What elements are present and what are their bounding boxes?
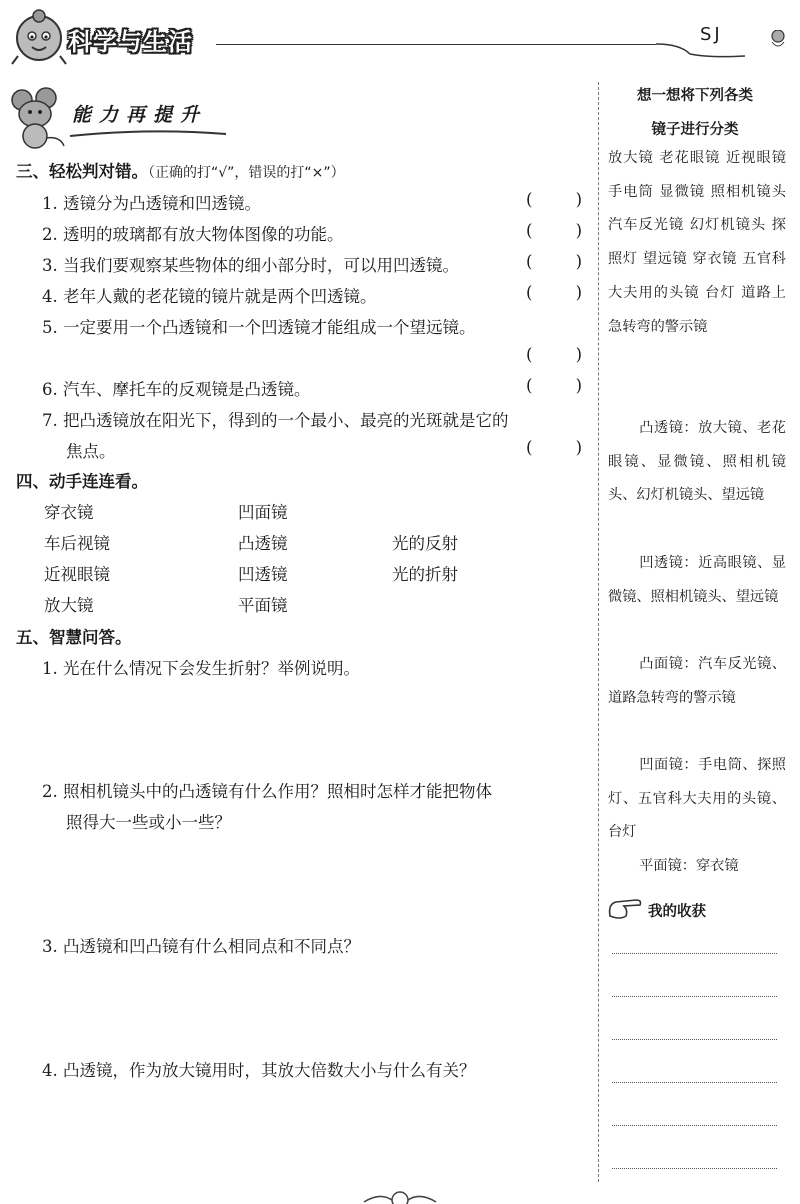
match-left-4[interactable]: 放大镜 bbox=[44, 596, 94, 615]
item-number: 3. bbox=[42, 937, 58, 956]
badge-underline bbox=[68, 126, 228, 140]
pointing-hand-icon bbox=[606, 896, 646, 922]
judge-item-5 bbox=[42, 314, 476, 338]
judge-item-1 bbox=[42, 190, 261, 214]
notes-line-6[interactable] bbox=[612, 1168, 777, 1169]
sidebar-answer-concave-lens: 凹透镜：近高眼镜、显微镜、照相机镜头、望远镜 bbox=[608, 555, 786, 605]
judge-item-2 bbox=[42, 221, 344, 245]
section4-title: 四、动手连连看。 bbox=[16, 472, 148, 491]
paren-left: ( bbox=[526, 221, 533, 240]
star-mascot-icon bbox=[8, 6, 70, 66]
paren-left: ( bbox=[526, 438, 533, 457]
item-text: 把凸透镜放在阳光下，得到的一个最小、最亮的光斑就是它的 bbox=[63, 411, 509, 430]
paren-right: ) bbox=[575, 221, 582, 240]
item-text: 汽车、摩托车的反观镜是凸透镜。 bbox=[63, 380, 311, 399]
item-text: 当我们要观察某些物体的细小部分时，可以用凹透镜。 bbox=[63, 256, 459, 275]
match-left-1[interactable]: 穿衣镜 bbox=[44, 503, 94, 522]
question-2 bbox=[42, 778, 492, 802]
item-number: 7. bbox=[42, 411, 58, 430]
item-text: 凸透镜，作为放大镜用时，其放大倍数大小与什么有关？ bbox=[63, 1061, 476, 1080]
paren-right: ) bbox=[575, 252, 582, 271]
sidebar-mirror-list: 放大镜 老花眼镜 近视眼镜 手电筒 显微镜 照相机镜头 汽车反光镜 幻灯机镜头 探照灯 望远镜 穿衣镜 五官科大夫用的头镜 台灯 道路上急转弯的警示镜 bbox=[608, 150, 786, 335]
notes-line-4[interactable] bbox=[612, 1082, 777, 1083]
answer-blank-1[interactable] bbox=[526, 190, 582, 209]
sidebar-divider bbox=[598, 82, 599, 1182]
question-4 bbox=[42, 1057, 476, 1081]
header-code: SJ bbox=[700, 24, 723, 45]
judge-item-3 bbox=[42, 252, 459, 276]
judge-item-7 bbox=[42, 407, 509, 431]
item-text: 照相机镜头中的凸透镜有什么作用？照相时怎样才能把物体 bbox=[63, 782, 492, 801]
section5-title: 五、智慧问答。 bbox=[16, 628, 132, 647]
match-right-1[interactable]: 光的反射 bbox=[392, 534, 458, 553]
header-title: 科学与生活 bbox=[68, 28, 193, 56]
sidebar-answer-plane-mirror: 平面镜：穿衣镜 bbox=[639, 858, 739, 874]
answer-blank-6[interactable] bbox=[526, 376, 582, 395]
sidebar-answer-concave-mirror: 凹面镜：手电筒、探照灯、五官科大夫用的头镜、台灯 bbox=[608, 757, 786, 841]
item-number: 4. bbox=[42, 1061, 58, 1080]
item-text: 凸透镜和凹凸镜有什么相同点和不同点？ bbox=[63, 937, 360, 956]
paren-left: ( bbox=[526, 345, 533, 364]
sidebar-answer-convex-mirror: 凸面镜：汽车反光镜、道路急转弯的警示镜 bbox=[608, 656, 786, 706]
section3-title-text: 三、轻松判对错。 bbox=[16, 162, 148, 181]
page-footer-ornament bbox=[360, 1188, 440, 1204]
item-text: 老年人戴的老花镜的镜片就是两个凹透镜。 bbox=[63, 287, 377, 306]
notes-line-1[interactable] bbox=[612, 953, 777, 954]
section3-note: （正确的打“√”，错误的打“×”） bbox=[148, 165, 345, 181]
sidebar-heading-line1: 想一想将下列各类 bbox=[637, 88, 753, 104]
mouse-mascot-icon bbox=[8, 86, 68, 150]
paren-left: ( bbox=[526, 252, 533, 271]
judge-item-7-cont: 焦点。 bbox=[66, 442, 116, 461]
sidebar-heading-line2: 镜子进行分类 bbox=[651, 122, 739, 138]
judge-item-6 bbox=[42, 376, 311, 400]
item-number: 4. bbox=[42, 287, 58, 306]
section-badge-label: 能力再提升 bbox=[72, 104, 208, 126]
header-rule bbox=[216, 44, 656, 45]
match-right-2[interactable]: 光的折射 bbox=[392, 565, 458, 584]
match-mid-3[interactable]: 凹透镜 bbox=[238, 565, 288, 584]
question-2-cont: 照得大一些或小一些？ bbox=[66, 813, 231, 832]
item-number: 2. bbox=[42, 782, 58, 801]
item-number: 5. bbox=[42, 318, 58, 337]
answer-blank-4[interactable] bbox=[526, 283, 582, 302]
item-text: 透镜分为凸透镜和凹透镜。 bbox=[63, 194, 261, 213]
match-left-2[interactable]: 车后视镜 bbox=[44, 534, 110, 553]
notes-line-2[interactable] bbox=[612, 996, 777, 997]
match-mid-4[interactable]: 平面镜 bbox=[238, 596, 288, 615]
item-number: 6. bbox=[42, 380, 58, 399]
item-text: 透明的玻璃都有放大物体图像的功能。 bbox=[63, 225, 344, 244]
section3-title bbox=[16, 158, 345, 182]
answer-blank-2[interactable] bbox=[526, 221, 582, 240]
item-number: 1. bbox=[42, 659, 58, 678]
question-3 bbox=[42, 933, 360, 957]
paren-right: ) bbox=[575, 376, 582, 395]
question-1 bbox=[42, 655, 360, 679]
answer-blank-3[interactable] bbox=[526, 252, 582, 271]
answer-blank-5[interactable] bbox=[526, 345, 582, 364]
item-text: 一定要用一个凸透镜和一个凹透镜才能组成一个望远镜。 bbox=[63, 318, 476, 337]
item-number: 1. bbox=[42, 194, 58, 213]
sidebar-answer-convex-lens: 凸透镜：放大镜、老花眼镜、显微镜、照相机镜头、幻灯机镜头、望远镜 bbox=[608, 420, 786, 504]
judge-item-4 bbox=[42, 283, 377, 307]
match-mid-2[interactable]: 凸透镜 bbox=[238, 534, 288, 553]
paren-left: ( bbox=[526, 283, 533, 302]
notes-line-5[interactable] bbox=[612, 1125, 777, 1126]
answer-blank-7[interactable] bbox=[526, 438, 582, 457]
match-left-3[interactable]: 近视眼镜 bbox=[44, 565, 110, 584]
paren-right: ) bbox=[575, 283, 582, 302]
header-curve-decoration bbox=[650, 30, 800, 60]
paren-right: ) bbox=[575, 190, 582, 209]
item-text: 光在什么情况下会发生折射？举例说明。 bbox=[63, 659, 360, 678]
paren-right: ) bbox=[575, 345, 582, 364]
paren-left: ( bbox=[526, 190, 533, 209]
paren-left: ( bbox=[526, 376, 533, 395]
match-mid-1[interactable]: 凹面镜 bbox=[238, 503, 288, 522]
item-number: 2. bbox=[42, 225, 58, 244]
item-number: 3. bbox=[42, 256, 58, 275]
notes-line-3[interactable] bbox=[612, 1039, 777, 1040]
my-harvest-label: 我的收获 bbox=[648, 904, 706, 920]
paren-right: ) bbox=[575, 438, 582, 457]
